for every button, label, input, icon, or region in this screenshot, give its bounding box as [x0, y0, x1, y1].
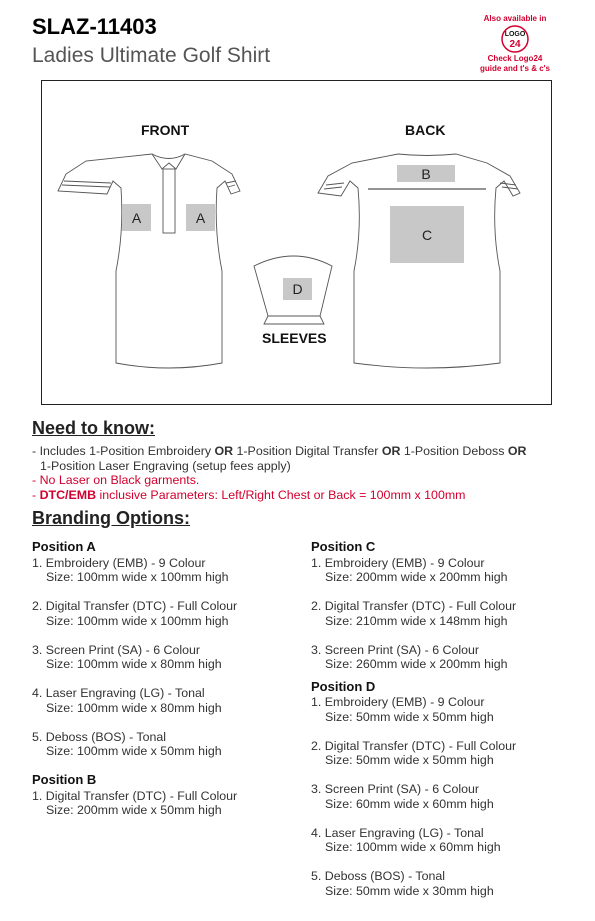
logo24-notice: [470, 14, 560, 74]
position-title: Position C: [311, 539, 376, 554]
logo-top-text: Also available in: [483, 14, 547, 23]
position-title: Position A: [32, 539, 96, 554]
need-line-4: - DTC/EMB inclusive Parameters: Left/Right Chest or Back = 100mm x 100mm: [32, 487, 466, 502]
front-label: FRONT: [141, 122, 190, 138]
position-a-right: A: [186, 204, 215, 231]
shirt-diagram: [41, 80, 552, 405]
logo-bottom-line2: guide and t's & c's: [479, 64, 551, 73]
need-line-2: 1-Position Laser Engraving (setup fees apply): [40, 458, 291, 473]
branding-options-heading: Branding Options:: [32, 508, 190, 528]
position-d: D: [283, 278, 312, 300]
option-item: 2. Digital Transfer (DTC) - Full Colour Size: 50mm wide x 50mm high: [311, 738, 517, 767]
position-d-group: [311, 680, 576, 899]
need-to-know-list: [32, 444, 562, 502]
option-item: 5. Deboss (BOS) - Tonal Size: 100mm wide x 50mm high: [32, 729, 222, 758]
branding-column-right: [311, 540, 576, 898]
position-c-group: [311, 540, 576, 672]
option-item: 3. Screen Print (SA) - 6 Colour Size: 60mm wide x 60mm high: [311, 782, 494, 811]
need-line-1: - Includes 1-Position Embroidery OR 1-Position Digital Transfer OR 1-Position Deboss OR: [32, 444, 527, 458]
sleeves-label: SLEEVES: [262, 330, 327, 346]
option-item: 4. Laser Engraving (LG) - Tonal Size: 100mm wide x 80mm high: [32, 686, 222, 715]
back-label: BACK: [405, 122, 446, 138]
position-b-group: [32, 773, 297, 818]
position-b: B: [397, 165, 455, 182]
option-item: 2. Digital Transfer (DTC) - Full Colour Size: 210mm wide x 148mm high: [311, 599, 517, 628]
logo-badge-number: 24: [509, 39, 521, 50]
position-title: Position D: [311, 678, 376, 694]
option-item: 3. Screen Print (SA) - 6 Colour Size: 260mm wide x 200mm high: [311, 642, 508, 671]
logo24-icon: [501, 25, 529, 53]
position-a-group: [32, 540, 297, 759]
need-line-3: - No Laser on Black garments.: [32, 473, 200, 487]
shirt-outline: [42, 81, 551, 404]
option-item: 3. Screen Print (SA) - 6 Colour Size: 100mm wide x 80mm high: [32, 642, 222, 671]
option-item: 1. Embroidery (EMB) - 9 Colour Size: 100mm wide x 100mm high: [32, 555, 229, 584]
product-title: Ladies Ultimate Golf Shirt: [32, 44, 271, 67]
logo-badge-text: LOGO: [504, 31, 526, 38]
product-code: SLAZ-11403: [32, 14, 157, 39]
position-c: C: [390, 206, 464, 263]
need-to-know-heading: Need to know:: [32, 418, 156, 438]
option-item: 5. Deboss (BOS) - Tonal Size: 50mm wide x 30mm high: [311, 869, 494, 898]
logo-bottom-line1: Check Logo24: [487, 54, 543, 63]
branding-column-left: [32, 540, 297, 832]
position-a-left: A: [122, 204, 151, 231]
position-title: Position B: [32, 772, 97, 787]
option-item: 1. Embroidery (EMB) - 9 Colour Size: 200mm wide x 200mm high: [311, 555, 508, 584]
option-item: 4. Laser Engraving (LG) - Tonal Size: 100mm wide x 60mm high: [311, 825, 501, 854]
option-item: 2. Digital Transfer (DTC) - Full Colour Size: 100mm wide x 100mm high: [32, 599, 238, 628]
option-item: 1. Embroidery (EMB) - 9 Colour Size: 50mm wide x 50mm high: [311, 695, 494, 724]
option-item: 1. Digital Transfer (DTC) - Full Colour Size: 200mm wide x 50mm high: [32, 788, 238, 817]
